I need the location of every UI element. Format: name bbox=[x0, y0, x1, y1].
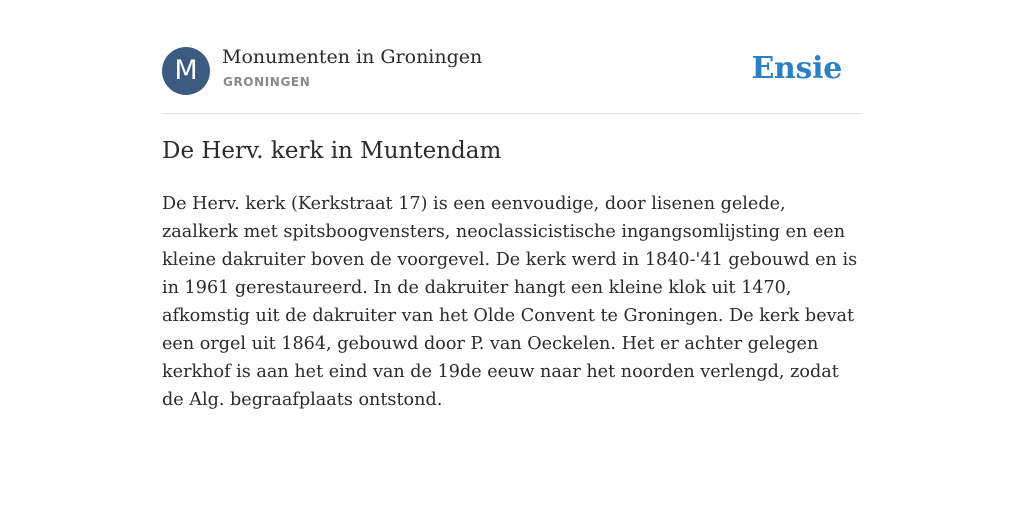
entry-body: De Herv. kerk (Kerkstraat 17) is een eenvoudige, door lisenen gelede, zaalkerk met spitsboogvensters, neoclassicistische ingangsomlijsting en een kleine dakruiter boven de voorgevel. De kerk werd in 1840-'41 gebouwd en is in 1961 gerestaureerd. In de dakruiter hangt een kleine klok uit 1470, afkomstig uit de dakruiter van het Olde Convent te Groningen. De kerk bevat een orgel uit 1864, gebouwd door P. van Oeckelen. Het er achter gelegen kerkhof is aan het eind van de 19de eeuw naar het noorden verlengd, zodat de Alg. begraafplaats ontstond. bbox=[162, 194, 858, 410]
entry-card bbox=[162, 0, 862, 410]
source-avatar[interactable]: M bbox=[162, 47, 210, 95]
source-title-link[interactable]: Monumenten in Groningen bbox=[222, 46, 483, 68]
entry-title: De Herv. kerk in Muntendam bbox=[162, 138, 502, 164]
source-subtitle: GRONINGEN bbox=[223, 75, 311, 89]
ensie-logo[interactable]: Ensie bbox=[751, 51, 842, 86]
source-header bbox=[162, 0, 862, 114]
